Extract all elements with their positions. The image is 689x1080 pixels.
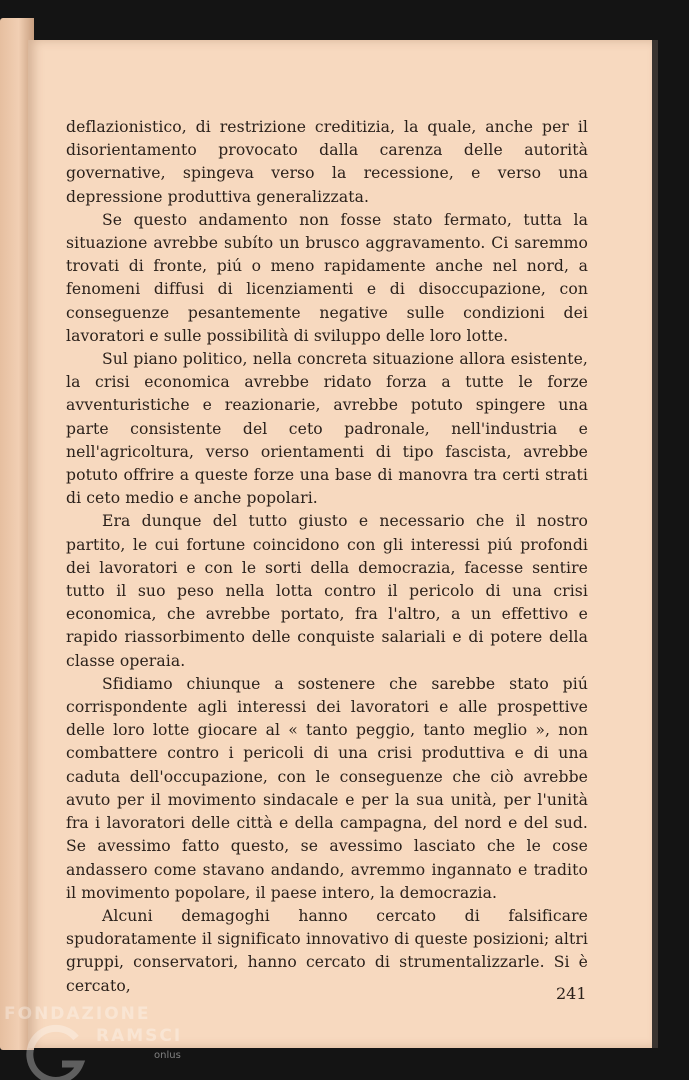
gramsci-logo-icon — [24, 1024, 94, 1080]
paragraph-3: Sul piano politico, nella concreta situazione allora esistente, la crisi economica avrebbe ridato forza a tutte le forze avventuristiche e reazionarie, avrebbe potuto spingere una parte consistente del ceto padronale, nell'industria e nell'agricoltura, verso orientamenti di tipo fascista, avrebbe potuto offrire a queste forze una base di manovra tra certi strati di ceto medio e anche popolari. — [66, 350, 588, 508]
page-number: 241 — [556, 984, 587, 1003]
body-text — [66, 116, 588, 998]
watermark-line2: RAMSCI — [96, 1026, 183, 1046]
watermark-line1: FONDAZIONE — [4, 1004, 151, 1024]
paragraph-6: Alcuni demagoghi hanno cercato di falsificare spudoratamente il significato innovativo di queste posizioni; altri gruppi, conservatori, hanno cercato di strumentalizzarle. Si è cercato, — [66, 906, 588, 995]
paragraph-5: Sfidiamo chiunque a sostenere che sarebbe stato piú corrispondente agli interessi dei lavoratori e alle prospettive delle loro lotte giocare al « tanto peggio, tanto meglio », non combattere contro i pericoli di una crisi produttiva e di una caduta dell'occupazione, con le conseguenze che ciò avrebbe avuto per il movimento sindacale e per la sua unità, per l'unità fra i lavoratori delle città e della campagna, del nord e del sud. Se avessimo fatto questo, se avessimo lasciato che le cose andassero come stavano andando, avremmo ingannato e tradito il movimento popolare, il paese intero, la democrazia. — [66, 674, 588, 902]
book-page — [28, 40, 652, 1048]
watermark-line3: onlus — [154, 1050, 181, 1061]
paragraph-1: deflazionistico, di restrizione creditizia, la quale, anche per il disorientamento provocato dalla carenza delle autorità governative, spingeva verso la recessione, e verso una depressione produttiva generalizzata. — [66, 118, 588, 206]
paragraph-4: Era dunque del tutto giusto e necessario che il nostro partito, le cui fortune coincidono con gli interessi piú profondi dei lavoratori e con le sorti della democrazia, facesse sentire tutto il suo peso nella lotta contro il pericolo di una crisi economica, che avrebbe portato, fra l'altro, a un effettivo e rapido riassorbimento delle conquiste salariali e di potere della classe operaia. — [66, 512, 588, 670]
paragraph-2: Se questo andamento non fosse stato fermato, tutta la situazione avrebbe subíto un brusco aggravamento. Ci saremmo trovati di fronte, piú o meno rapidamente anche nel nord, a fenomeni diffusi di licenziamenti e di disoccupazione, con conseguenze pesantemente negative sulle condizioni dei lavoratori e sulle possibilità di sviluppo delle loro lotte. — [66, 210, 588, 345]
fondazione-gramsci-watermark — [4, 1004, 183, 1061]
page-edge-shadow — [652, 40, 658, 1048]
